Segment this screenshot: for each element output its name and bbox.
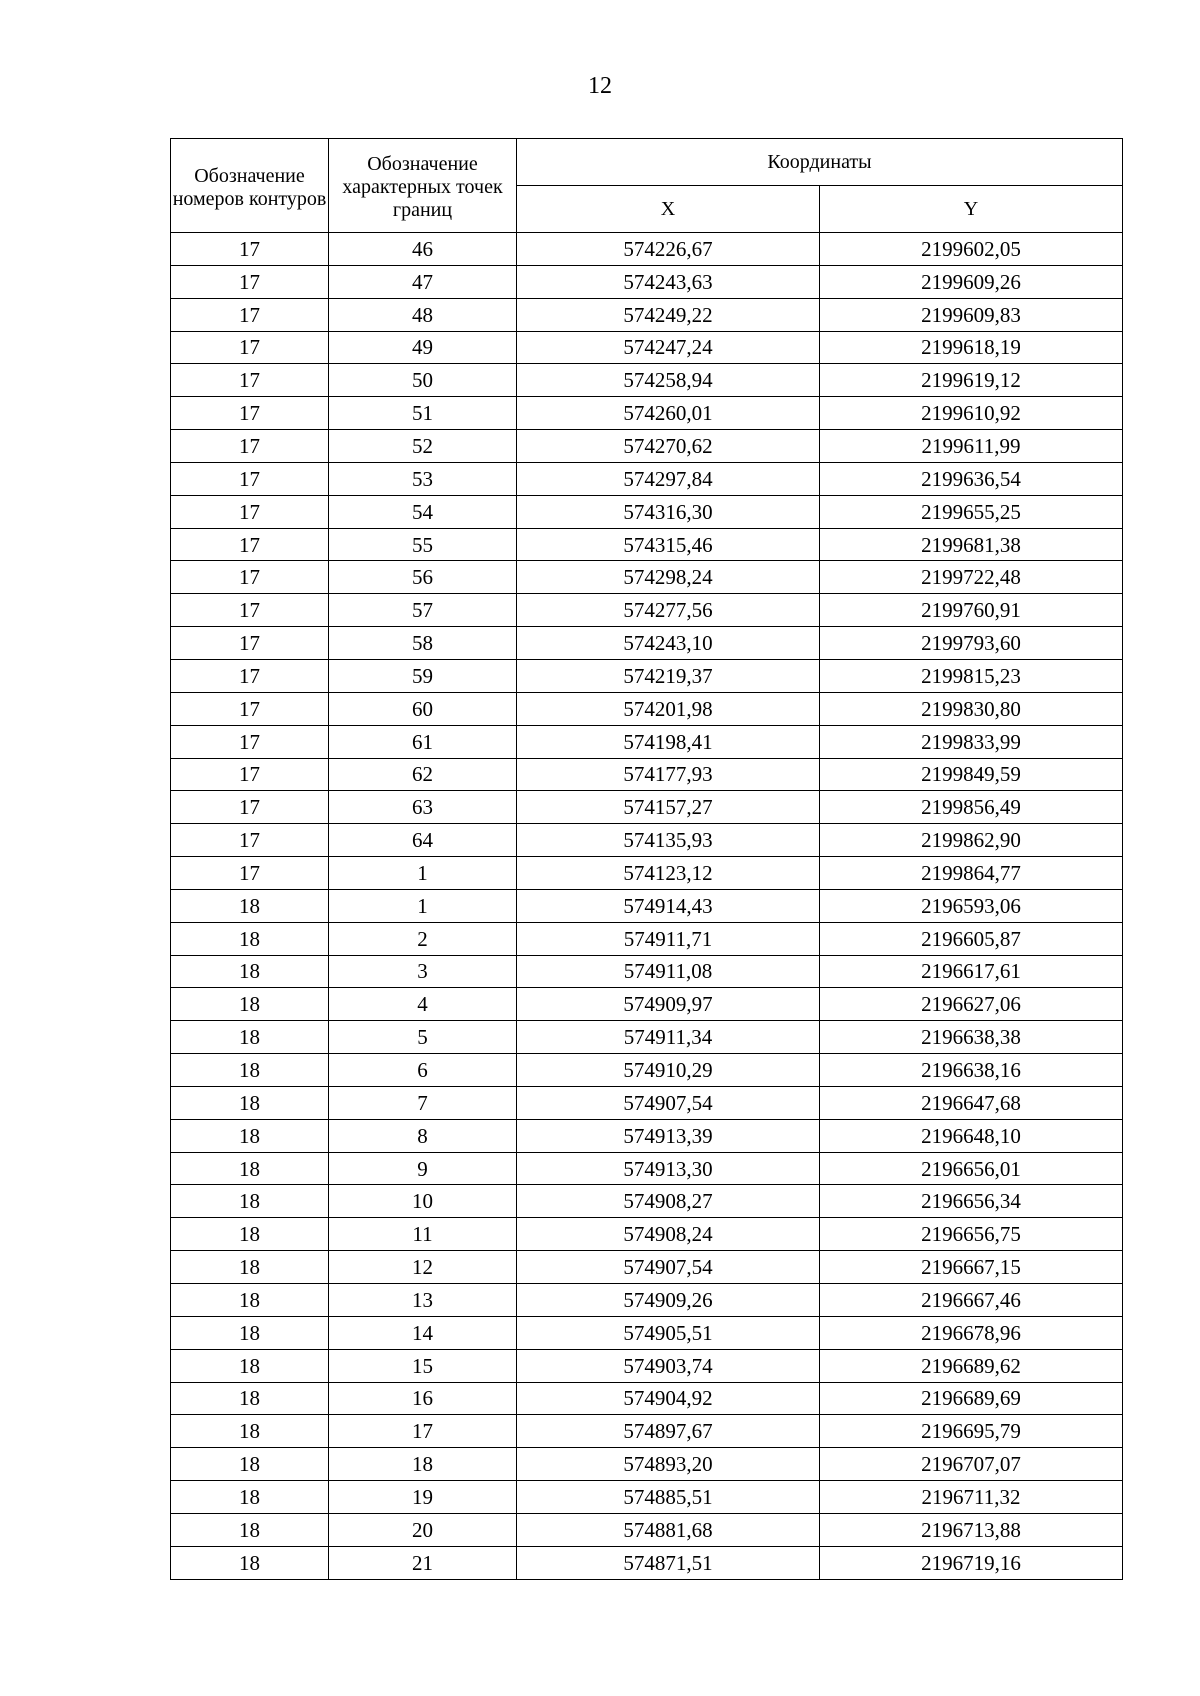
y-coordinate-cell: 2199655,25 <box>820 495 1123 528</box>
contour-cell: 18 <box>171 955 329 988</box>
table-row <box>171 430 1123 463</box>
contour-cell: 18 <box>171 1513 329 1546</box>
y-coordinate-cell: 2196678,96 <box>820 1316 1123 1349</box>
point-cell: 11 <box>329 1218 517 1251</box>
y-coordinate-cell: 2199602,05 <box>820 233 1123 266</box>
contour-cell: 17 <box>171 857 329 890</box>
x-coordinate-cell: 574249,22 <box>517 298 820 331</box>
contour-cell: 17 <box>171 397 329 430</box>
point-cell: 57 <box>329 594 517 627</box>
table-row <box>171 528 1123 561</box>
point-cell: 54 <box>329 495 517 528</box>
contour-cell: 17 <box>171 824 329 857</box>
table-header <box>171 139 1123 233</box>
header-x: X <box>517 186 820 233</box>
x-coordinate-cell: 574909,26 <box>517 1284 820 1317</box>
table-row <box>171 1284 1123 1317</box>
table-row <box>171 397 1123 430</box>
point-cell: 4 <box>329 988 517 1021</box>
table-row <box>171 298 1123 331</box>
point-cell: 46 <box>329 233 517 266</box>
x-coordinate-cell: 574177,93 <box>517 758 820 791</box>
x-coordinate-cell: 574904,92 <box>517 1382 820 1415</box>
contour-cell: 17 <box>171 594 329 627</box>
point-cell: 14 <box>329 1316 517 1349</box>
table-row <box>171 692 1123 725</box>
contour-cell: 17 <box>171 791 329 824</box>
y-coordinate-cell: 2196656,34 <box>820 1185 1123 1218</box>
point-cell: 19 <box>329 1481 517 1514</box>
contour-cell: 18 <box>171 1251 329 1284</box>
x-coordinate-cell: 574258,94 <box>517 364 820 397</box>
point-cell: 63 <box>329 791 517 824</box>
y-coordinate-cell: 2196638,16 <box>820 1054 1123 1087</box>
point-cell: 1 <box>329 857 517 890</box>
contour-cell: 18 <box>171 1481 329 1514</box>
contour-cell: 18 <box>171 1284 329 1317</box>
contour-cell: 18 <box>171 1448 329 1481</box>
contour-cell: 18 <box>171 1119 329 1152</box>
y-coordinate-cell: 2199636,54 <box>820 462 1123 495</box>
x-coordinate-cell: 574260,01 <box>517 397 820 430</box>
contour-cell: 17 <box>171 528 329 561</box>
table-row <box>171 594 1123 627</box>
contour-cell: 18 <box>171 1185 329 1218</box>
y-coordinate-cell: 2199815,23 <box>820 659 1123 692</box>
y-coordinate-cell: 2196627,06 <box>820 988 1123 1021</box>
y-coordinate-cell: 2199856,49 <box>820 791 1123 824</box>
coordinates-table <box>170 138 1123 1580</box>
contour-cell: 17 <box>171 265 329 298</box>
table-row <box>171 1086 1123 1119</box>
point-cell: 61 <box>329 725 517 758</box>
x-coordinate-cell: 574908,24 <box>517 1218 820 1251</box>
y-coordinate-cell: 2196593,06 <box>820 889 1123 922</box>
point-cell: 53 <box>329 462 517 495</box>
contour-cell: 17 <box>171 430 329 463</box>
x-coordinate-cell: 574909,97 <box>517 988 820 1021</box>
table-row <box>171 659 1123 692</box>
y-coordinate-cell: 2199849,59 <box>820 758 1123 791</box>
x-coordinate-cell: 574885,51 <box>517 1481 820 1514</box>
contour-cell: 17 <box>171 331 329 364</box>
y-coordinate-cell: 2199610,92 <box>820 397 1123 430</box>
point-cell: 10 <box>329 1185 517 1218</box>
x-coordinate-cell: 574247,24 <box>517 331 820 364</box>
x-coordinate-cell: 574315,46 <box>517 528 820 561</box>
table-row <box>171 1119 1123 1152</box>
x-coordinate-cell: 574277,56 <box>517 594 820 627</box>
x-coordinate-cell: 574198,41 <box>517 725 820 758</box>
x-coordinate-cell: 574226,67 <box>517 233 820 266</box>
contour-cell: 18 <box>171 1218 329 1251</box>
point-cell: 1 <box>329 889 517 922</box>
point-cell: 55 <box>329 528 517 561</box>
x-coordinate-cell: 574316,30 <box>517 495 820 528</box>
y-coordinate-cell: 2199862,90 <box>820 824 1123 857</box>
y-coordinate-cell: 2199619,12 <box>820 364 1123 397</box>
table-row <box>171 857 1123 890</box>
x-coordinate-cell: 574297,84 <box>517 462 820 495</box>
point-cell: 60 <box>329 692 517 725</box>
y-coordinate-cell: 2196617,61 <box>820 955 1123 988</box>
table-row <box>171 1415 1123 1448</box>
y-coordinate-cell: 2196638,38 <box>820 1021 1123 1054</box>
contour-cell: 18 <box>171 1054 329 1087</box>
y-coordinate-cell: 2196605,87 <box>820 922 1123 955</box>
table-body <box>171 233 1123 1580</box>
point-cell: 5 <box>329 1021 517 1054</box>
y-coordinate-cell: 2199760,91 <box>820 594 1123 627</box>
x-coordinate-cell: 574914,43 <box>517 889 820 922</box>
table-row <box>171 824 1123 857</box>
header-contour-number: Обозначение номеров контуров <box>171 139 329 233</box>
y-coordinate-cell: 2199611,99 <box>820 430 1123 463</box>
y-coordinate-cell: 2199609,26 <box>820 265 1123 298</box>
contour-cell: 18 <box>171 1415 329 1448</box>
point-cell: 50 <box>329 364 517 397</box>
point-cell: 9 <box>329 1152 517 1185</box>
contour-cell: 17 <box>171 364 329 397</box>
x-coordinate-cell: 574135,93 <box>517 824 820 857</box>
contour-cell: 18 <box>171 988 329 1021</box>
contour-cell: 18 <box>171 1316 329 1349</box>
point-cell: 52 <box>329 430 517 463</box>
x-coordinate-cell: 574219,37 <box>517 659 820 692</box>
y-coordinate-cell: 2199830,80 <box>820 692 1123 725</box>
point-cell: 20 <box>329 1513 517 1546</box>
x-coordinate-cell: 574157,27 <box>517 791 820 824</box>
x-coordinate-cell: 574913,39 <box>517 1119 820 1152</box>
y-coordinate-cell: 2196656,75 <box>820 1218 1123 1251</box>
x-coordinate-cell: 574893,20 <box>517 1448 820 1481</box>
table-row <box>171 495 1123 528</box>
table-row <box>171 1021 1123 1054</box>
contour-cell: 17 <box>171 692 329 725</box>
point-cell: 17 <box>329 1415 517 1448</box>
point-cell: 58 <box>329 627 517 660</box>
y-coordinate-cell: 2199833,99 <box>820 725 1123 758</box>
y-coordinate-cell: 2196689,69 <box>820 1382 1123 1415</box>
y-coordinate-cell: 2196667,15 <box>820 1251 1123 1284</box>
y-coordinate-cell: 2196707,07 <box>820 1448 1123 1481</box>
table-row <box>171 1481 1123 1514</box>
table-row <box>171 1251 1123 1284</box>
x-coordinate-cell: 574907,54 <box>517 1086 820 1119</box>
x-coordinate-cell: 574270,62 <box>517 430 820 463</box>
table-row <box>171 1316 1123 1349</box>
contour-cell: 17 <box>171 298 329 331</box>
x-coordinate-cell: 574201,98 <box>517 692 820 725</box>
y-coordinate-cell: 2196667,46 <box>820 1284 1123 1317</box>
contour-cell: 18 <box>171 1152 329 1185</box>
x-coordinate-cell: 574911,34 <box>517 1021 820 1054</box>
x-coordinate-cell: 574123,12 <box>517 857 820 890</box>
table-row <box>171 725 1123 758</box>
x-coordinate-cell: 574910,29 <box>517 1054 820 1087</box>
x-coordinate-cell: 574298,24 <box>517 561 820 594</box>
x-coordinate-cell: 574881,68 <box>517 1513 820 1546</box>
header-y: Y <box>820 186 1123 233</box>
page-number: 12 <box>588 73 612 99</box>
contour-cell: 17 <box>171 233 329 266</box>
x-coordinate-cell: 574905,51 <box>517 1316 820 1349</box>
contour-cell: 17 <box>171 561 329 594</box>
point-cell: 59 <box>329 659 517 692</box>
table-row <box>171 791 1123 824</box>
contour-cell: 18 <box>171 889 329 922</box>
table-row <box>171 265 1123 298</box>
point-cell: 49 <box>329 331 517 364</box>
y-coordinate-cell: 2199793,60 <box>820 627 1123 660</box>
contour-cell: 17 <box>171 495 329 528</box>
table-row <box>171 627 1123 660</box>
header-coordinates: Координаты <box>517 139 1123 186</box>
contour-cell: 17 <box>171 725 329 758</box>
point-cell: 18 <box>329 1448 517 1481</box>
point-cell: 6 <box>329 1054 517 1087</box>
y-coordinate-cell: 2199618,19 <box>820 331 1123 364</box>
table-row <box>171 462 1123 495</box>
y-coordinate-cell: 2199722,48 <box>820 561 1123 594</box>
point-cell: 12 <box>329 1251 517 1284</box>
table-row <box>171 1054 1123 1087</box>
point-cell: 56 <box>329 561 517 594</box>
point-cell: 2 <box>329 922 517 955</box>
point-cell: 51 <box>329 397 517 430</box>
y-coordinate-cell: 2199609,83 <box>820 298 1123 331</box>
point-cell: 48 <box>329 298 517 331</box>
y-coordinate-cell: 2196647,68 <box>820 1086 1123 1119</box>
table-row <box>171 1513 1123 1546</box>
point-cell: 8 <box>329 1119 517 1152</box>
x-coordinate-cell: 574243,63 <box>517 265 820 298</box>
table-row <box>171 922 1123 955</box>
contour-cell: 18 <box>171 1349 329 1382</box>
x-coordinate-cell: 574871,51 <box>517 1546 820 1579</box>
y-coordinate-cell: 2196656,01 <box>820 1152 1123 1185</box>
x-coordinate-cell: 574908,27 <box>517 1185 820 1218</box>
contour-cell: 18 <box>171 1546 329 1579</box>
table-row <box>171 988 1123 1021</box>
table-row <box>171 331 1123 364</box>
table-row <box>171 889 1123 922</box>
y-coordinate-cell: 2196648,10 <box>820 1119 1123 1152</box>
table-row <box>171 1349 1123 1382</box>
table-row <box>171 1546 1123 1579</box>
y-coordinate-cell: 2199864,77 <box>820 857 1123 890</box>
contour-cell: 17 <box>171 659 329 692</box>
point-cell: 15 <box>329 1349 517 1382</box>
y-coordinate-cell: 2196711,32 <box>820 1481 1123 1514</box>
y-coordinate-cell: 2196689,62 <box>820 1349 1123 1382</box>
contour-cell: 18 <box>171 1382 329 1415</box>
x-coordinate-cell: 574913,30 <box>517 1152 820 1185</box>
contour-cell: 18 <box>171 1086 329 1119</box>
point-cell: 62 <box>329 758 517 791</box>
table-row <box>171 758 1123 791</box>
x-coordinate-cell: 574897,67 <box>517 1415 820 1448</box>
y-coordinate-cell: 2199681,38 <box>820 528 1123 561</box>
header-boundary-point: Обозначение характерных точек границ <box>329 139 517 233</box>
point-cell: 21 <box>329 1546 517 1579</box>
x-coordinate-cell: 574907,54 <box>517 1251 820 1284</box>
contour-cell: 17 <box>171 758 329 791</box>
table-row <box>171 1152 1123 1185</box>
contour-cell: 17 <box>171 462 329 495</box>
y-coordinate-cell: 2196713,88 <box>820 1513 1123 1546</box>
table-row <box>171 364 1123 397</box>
table-row <box>171 561 1123 594</box>
point-cell: 64 <box>329 824 517 857</box>
contour-cell: 17 <box>171 627 329 660</box>
x-coordinate-cell: 574911,08 <box>517 955 820 988</box>
x-coordinate-cell: 574903,74 <box>517 1349 820 1382</box>
table-row <box>171 1382 1123 1415</box>
table-row <box>171 233 1123 266</box>
point-cell: 3 <box>329 955 517 988</box>
y-coordinate-cell: 2196719,16 <box>820 1546 1123 1579</box>
table-row <box>171 1448 1123 1481</box>
y-coordinate-cell: 2196695,79 <box>820 1415 1123 1448</box>
point-cell: 13 <box>329 1284 517 1317</box>
x-coordinate-cell: 574243,10 <box>517 627 820 660</box>
contour-cell: 18 <box>171 1021 329 1054</box>
table-row <box>171 955 1123 988</box>
table-row <box>171 1185 1123 1218</box>
table-row <box>171 1218 1123 1251</box>
point-cell: 7 <box>329 1086 517 1119</box>
point-cell: 47 <box>329 265 517 298</box>
point-cell: 16 <box>329 1382 517 1415</box>
contour-cell: 18 <box>171 922 329 955</box>
x-coordinate-cell: 574911,71 <box>517 922 820 955</box>
